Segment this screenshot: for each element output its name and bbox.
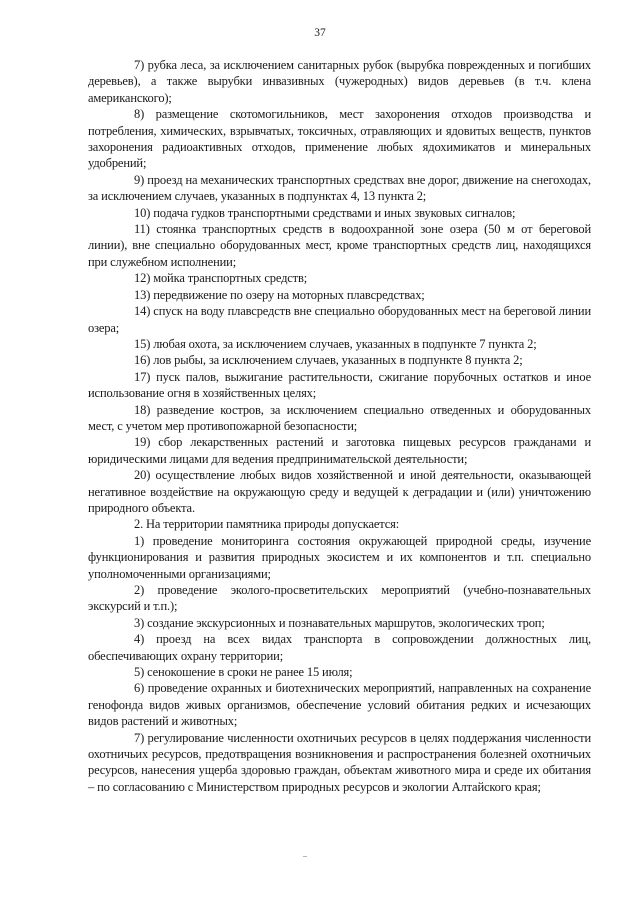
- clause-14-boat-launching: 14) спуск на воду плавсредств вне специально оборудованных мест на береговой линии озера;: [88, 304, 591, 335]
- permitted-4-official-transport: 4) проезд на всех видах транспорта в сопровождении должностных лиц, обеспечивающих охрану территории;: [88, 632, 591, 663]
- clause-20-economic-activity: 20) осуществление любых видов хозяйственной и иной деятельности, оказывающей негативное воздействие на окружающую среду и ведущей к деградации и (или) уничтожению природного объекта.: [88, 468, 591, 515]
- clause-8-waste-disposal: 8) размещение скотомогильников, мест захоронения отходов производства и потребления, химических, взрывчатых, токсичных, отравляющих и ядовитых веществ, пунктов захоронения радиоактивных отходов, применение любых ядохимикатов и минеральных удобрений;: [88, 107, 591, 171]
- section-2-heading: 2. На территории памятника природы допускается:: [134, 517, 400, 532]
- clause-10-sound-signals: 10) подача гудков транспортными средствами и иных звуковых сигналов;: [134, 205, 516, 220]
- clause-16-fishing: 16) лов рыбы, за исключением случаев, указанных в подпункте 8 пункта 2;: [134, 353, 523, 368]
- clause-13-motor-boats: 13) передвижение по озеру на моторных плавсредствах;: [134, 287, 425, 302]
- clause-9-offroad-driving: 9) проезд на механических транспортных средствах вне дорог, движение на снегоходах, за исключением случаев, указанных в подпунктах 4, 13 пункта 2;: [88, 172, 591, 204]
- clause-18-campfires: 18) разведение костров, за исключением специально отведенных и оборудованных мест, с учетом мер противопожарной безопасности;: [88, 402, 591, 433]
- permitted-7-game-regulation: 7) регулирование численности охотничьих ресурсов в целях поддержания численности охотничьих ресурсов, предотвращения возникновения и распространения болезней охотничьих ресурсов, нанесения ущерба здоровью граждан, объектам животного мира и среде их обитания – по согласованию с Министерством природных ресурсов и экологии Алтайского края;: [88, 730, 591, 794]
- scan-artifact: [303, 856, 307, 857]
- clause-7-logging: 7) рубка леса, за исключением санитарных рубок (вырубка поврежденных и погибших деревьев), а также вырубки инвазивных (чужеродных) видов деревьев (в т.ч. клена американского);: [88, 58, 591, 105]
- clause-17-burning: 17) пуск палов, выжигание растительности, сжигание порубочных остатков и иное использование огня в хозяйственных целях;: [88, 369, 591, 401]
- clause-12-vehicle-washing: 12) мойка транспортных средств;: [134, 271, 308, 286]
- permitted-1-monitoring: 1) проведение мониторинга состояния окружающей природной среды, изучение функционирования и развития природных экосистем и их компонентов и т.п. специально уполномоченными организациями;: [88, 533, 591, 581]
- clause-19-plant-collection: 19) сбор лекарственных растений и заготовка пищевых ресурсов гражданами и юридическими лицами для ведения предпринимательской деятельности;: [88, 435, 591, 466]
- permitted-3-eco-trails: 3) создание экскурсионных и познавательных маршрутов, экологических троп;: [134, 615, 545, 630]
- clause-11-vehicle-parking: 11) стоянка транспортных средств в водоохранной зоне озера (50 м от береговой линии), вне специально оборудованных мест, кроме транспортных средств лиц, находящихся при служебном исполнении;: [88, 222, 591, 269]
- clause-15-hunting: 15) любая охота, за исключением случаев, указанных в подпункте 7 пункта 2;: [134, 336, 537, 351]
- permitted-6-biotech-measures: 6) проведение охранных и биотехнических мероприятий, направленных на сохранение генофонда видов живых организмов, обеспечение условий обитания редких и исчезающих видов растений и животных;: [88, 681, 591, 729]
- permitted-2-education-events: 2) проведение эколого-просветительских мероприятий (учебно-познавательных экскурсий и т.п.);: [88, 583, 591, 614]
- permitted-5-haymaking: 5) сенокошение в сроки не ранее 15 июля;: [134, 665, 353, 680]
- document-body: [88, 57, 591, 795]
- page-number: 37: [314, 27, 326, 39]
